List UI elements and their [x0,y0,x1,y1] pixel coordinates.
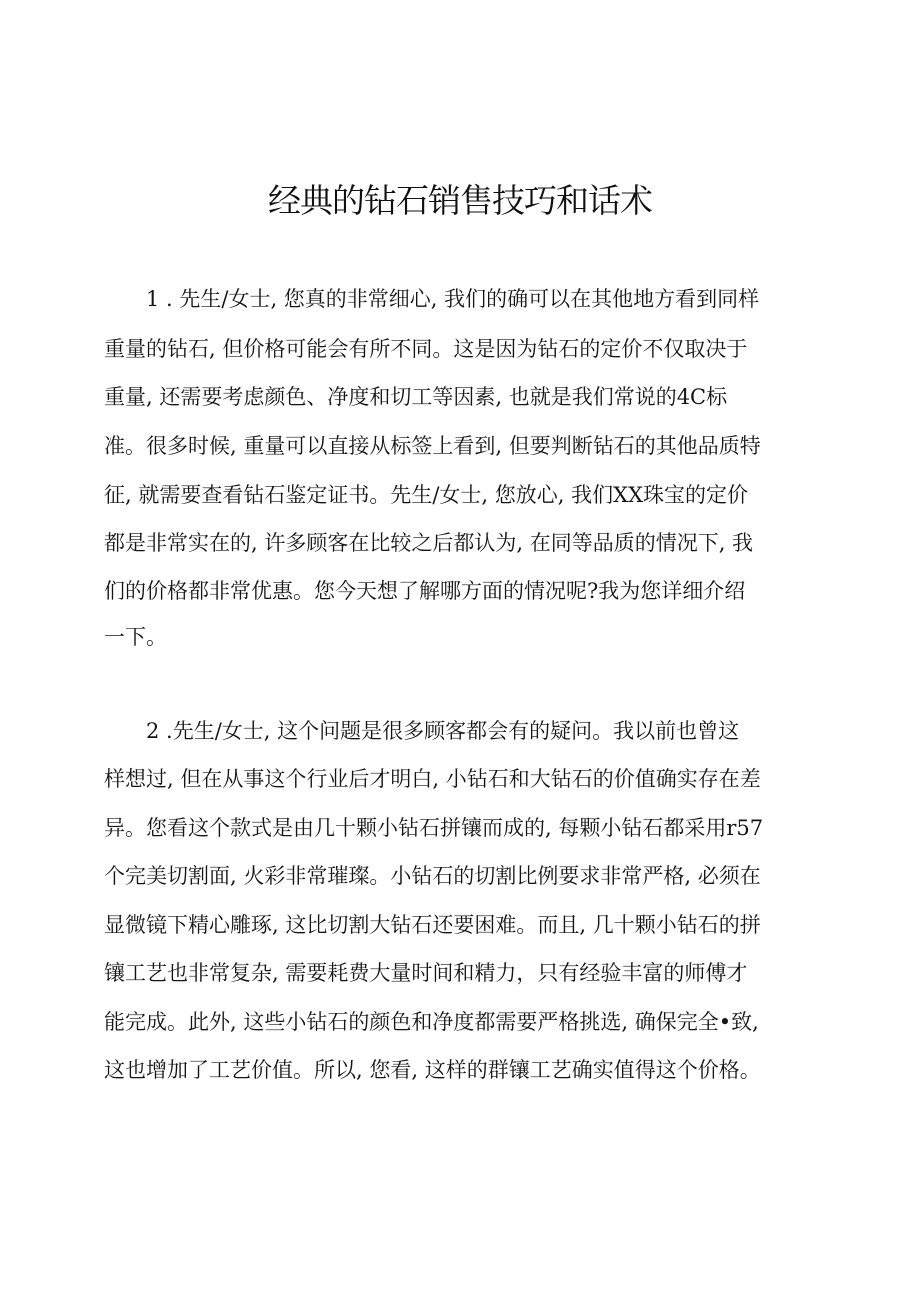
paragraph-line: 2 .先生/女士, 这个问题是很多顾客都会有的疑问。我以前也曾这 [146,719,740,743]
paragraph-line: 重量的钻石, 但价格可能会有所不同。这是因为钻石的定价不仅取决于 [104,337,748,361]
paragraph-line: 都是非常实在的, 许多顾客在比较之后都认为, 在同等品质的情况下, 我 [104,531,754,555]
paragraph-line: 准。很多时候, 重量可以直接从标签上看到, 但要判断钻石的其他品质特 [104,434,761,458]
paragraph-line: 征, 就需要查看钻石鉴定证书。先生/女士, 您放心, 我们XX珠宝的定价 [104,483,749,507]
paragraph-line: 个完美切割面, 火彩非常璀璨。小钻石的切割比例要求非常严格, 必须在 [104,864,761,888]
paragraph-line: 异。您看这个款式是由几十颗小钻石拼镶而成的, 每颗小钻石都采用r57 [104,816,764,840]
paragraph-line: 样想过, 但在从事这个行业后才明白, 小钻石和大钻石的价值确实存在差 [104,767,761,791]
document-title: 经典的钻石销售技巧和话术 [268,181,652,220]
paragraph-line: 1 . 先生/女士, 您真的非常细心, 我们的确可以在其他地方看到同样 [146,287,760,311]
paragraph-line: 们的价格都非常优惠。您今天想了解哪方面的情况呢?我为您详细介绍 [104,579,746,603]
paragraph-line: 重量, 还需要考虑颜色、净度和切工等因素, 也就是我们常说的4C标 [104,385,728,409]
paragraph-line: 镶工艺也非常复杂, 需要耗费大量时间和精力，只有经验丰富的师傅才 [104,961,748,985]
paragraph-line: 显微镜下精心雕琢, 这比切割大钻石还要困难。而且, 几十颗小钻石的拼 [104,913,761,937]
paragraph-line: 一下。 [104,625,167,649]
paragraph-line: 能完成。此外, 这些小钻石的颜色和净度都需要严格挑选, 确保完全•致, [104,1010,759,1034]
paragraph-line: 这也增加了工艺价值。所以, 您看, 这样的群镶工艺确实值得这个价格。 [104,1058,761,1082]
